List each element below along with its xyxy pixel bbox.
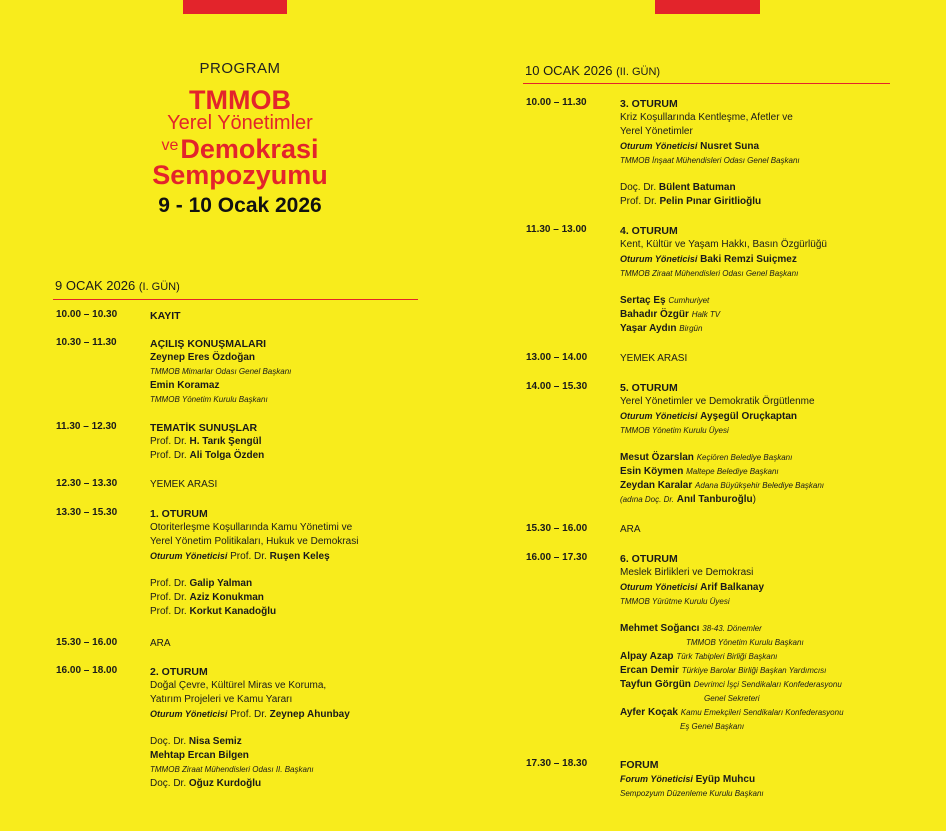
speaker-close: ) [752,494,756,505]
speaker-line [150,435,410,449]
speaker-title: Prof. Dr. [150,436,187,447]
program-label: PROGRAM [199,60,281,77]
session-content [620,97,880,209]
session-title: YEMEK ARASI [620,353,688,364]
speaker-affiliation: 38-43. Dönemler [702,624,762,633]
session-content [620,523,880,537]
session-content [150,507,410,619]
speaker-name: Yaşar Aydın [620,323,677,334]
speaker-name: Oğuz Kurdoğlu [188,778,262,789]
session-title: 6. OTURUM [620,553,678,565]
session-content [150,665,410,791]
speaker-affiliation: Türkiye Barolar Birliği Başkan Yardımcısı [681,666,827,675]
speaker-name: Sertaç Eş [620,295,666,306]
moderator-line [620,772,880,787]
speaker-title: Doç. Dr. [150,778,187,789]
moderator-label: Oturum Yöneticisi [620,141,698,151]
speaker-name: Aziz Konukman [189,592,264,603]
session-title: 3. OTURUM [620,98,678,110]
session-title: FORUM [620,759,659,771]
moderator-title: Prof. Dr. [230,709,267,720]
day1-rule [53,299,418,300]
speaker-line [620,664,900,678]
day2-date: 10 OCAK 2026 [525,63,613,78]
moderator-name: Nusret Suna [700,141,760,152]
session-time: 11.30 – 13.00 [526,224,587,235]
speaker-title: Doç. Dr. [150,736,187,747]
speaker-title: Prof. Dr. [150,450,187,461]
session-time: 10.00 – 10.30 [56,309,118,320]
moderator-line [620,139,880,154]
speaker-line [150,605,410,619]
speaker-line [620,451,880,465]
speaker-name: Ali Tolga Özden [189,450,265,461]
speaker-affiliation: Genel Sekreteri [704,694,760,703]
title-line-2: Yerel Yönetimler [167,112,313,134]
speaker-name: Mehtap Ercan Bilgen [150,750,249,761]
speaker-name: Ayfer Koçak [620,707,678,718]
speaker-affiliation: Cumhuriyet [668,296,710,305]
speaker-affiliation: Maltepe Belediye Başkanı [686,467,779,476]
moderator-title: Prof. Dr. [230,551,267,562]
moderator-affiliation: TMMOB İnşaat Mühendisleri Odası Genel Başkanı [620,156,800,165]
speaker-affiliation: TMMOB Yönetim Kurulu Başkanı [686,638,804,647]
speaker-affiliation: Devrimci İşçi Sendikaları Konfederasyonu [693,680,842,689]
speaker-line [620,181,880,195]
title-line-1: TMMOB [189,85,291,115]
top-red-tab-right [655,0,760,14]
session-time: 15.30 – 16.00 [56,637,118,648]
session-content [620,224,880,336]
moderator-affiliation: TMMOB Ziraat Mühendisleri Odası Genel Başkanı [620,269,799,278]
speaker-affiliation: Birgün [679,324,703,333]
speaker-name: Ercan Demir [620,665,679,676]
day1-sub: (I. GÜN) [138,281,180,293]
speaker-name: Bahadır Özgür [620,309,689,320]
day1-date: 9 OCAK 2026 [55,278,136,293]
speaker-line [620,706,900,720]
symposium-dates: 9 - 10 Ocak 2026 [158,194,322,217]
session-topic: Yerel Yönetimler ve Demokratik Örgütlenme [620,396,815,407]
session-title: TEMATİK SUNUŞLAR [150,422,258,434]
speaker-line [620,493,880,507]
symposium-header [140,60,340,218]
speaker-line [150,735,410,749]
session-topic: Yatırım Projeleri ve Kamu Yararı [150,694,293,705]
speaker-line [620,622,900,636]
session-title: YEMEK ARASI [150,479,218,490]
moderator-line [620,252,880,267]
session-topic: Yerel Yönetim Politikaları, Hukuk ve Demokrasi [150,536,359,547]
moderator-name: Eyüp Muhcu [695,774,756,785]
session-time: 16.00 – 17.30 [526,552,588,563]
session-time: 10.00 – 11.30 [526,97,587,108]
day1-heading [55,278,180,293]
session-topic: Yerel Yönetimler [620,126,693,137]
session-topic: Kriz Koşullarında Kentleşme, Afetler ve [620,112,793,123]
moderator-label: Oturum Yöneticisi [620,254,698,264]
speaker-name: Zeydan Karalar [620,480,693,491]
speaker-name: Alpay Azap [620,651,674,662]
speaker-affiliation: Adana Büyükşehir Belediye Başkanı [695,481,825,490]
speaker-name: Mehmet Soğancı [620,623,700,634]
moderator-affiliation: Sempozyum Düzenleme Kurulu Başkanı [620,789,764,798]
session-title: 1. OTURUM [150,508,208,520]
title-ve: ve [161,137,179,154]
session-time: 10.30 – 11.30 [56,337,117,348]
speaker-affiliation: TMMOB Ziraat Mühendisleri Odası II. Başkanı [150,765,314,774]
session-title: 2. OTURUM [150,666,208,678]
speaker-title: (adına Doç. Dr. [620,495,674,504]
speaker-line [620,650,900,664]
moderator-line [620,580,900,595]
speaker-affiliation: TMMOB Yönetim Kurulu Başkanı [150,395,268,404]
speaker-name: Zeynep Eres Özdoğan [150,352,256,363]
speaker-name: Korkut Kanadoğlu [189,606,277,617]
moderator-name: Ayşegül Oruçkaptan [700,411,798,422]
speaker-name: Mesut Özarslan [620,452,694,463]
speaker-title: Prof. Dr. [620,196,657,207]
moderator-affiliation: TMMOB Yönetim Kurulu Üyesi [620,426,729,435]
top-red-tab-left [183,0,287,14]
speaker-name: Esin Köymen [620,466,684,477]
speaker-name: Pelin Pınar Giritlioğlu [659,196,762,207]
speaker-line [150,777,410,791]
speaker-line [620,308,880,322]
speaker-line [620,465,880,479]
session-title: AÇILIŞ KONUŞMALARI [150,338,267,350]
speaker-title: Prof. Dr. [150,606,187,617]
session-content [150,421,410,463]
session-time: 11.30 – 12.30 [56,421,117,432]
session-title: KAYIT [150,310,181,322]
moderator-affiliation: TMMOB Yürütme Kurulu Üyesi [620,597,730,606]
speaker-line [150,591,410,605]
moderator-name: Zeynep Ahunbay [269,709,350,720]
day2-rule [523,83,890,84]
moderator-name: Ruşen Keleş [269,551,330,562]
session-content [150,637,410,651]
moderator-line [150,549,410,564]
session-title: 5. OTURUM [620,382,678,394]
session-title: 4. OTURUM [620,225,678,237]
session-topic: Meslek Birlikleri ve Demokrasi [620,567,754,578]
session-time: 14.00 – 15.30 [526,381,588,392]
speaker-title: Prof. Dr. [150,592,187,603]
session-content [620,758,880,801]
moderator-name: Baki Remzi Suiçmez [700,254,797,265]
session-topic: Doğal Çevre, Kültürel Miras ve Koruma, [150,680,327,691]
speaker-name: Nisa Semiz [188,736,242,747]
session-content [150,478,410,492]
session-time: 15.30 – 16.00 [526,523,588,534]
session-content [150,337,410,407]
speaker-affiliation: Halk TV [691,310,721,319]
speaker-affiliation: TMMOB Mimarlar Odası Genel Başkanı [150,367,292,376]
day2-heading [525,63,660,78]
speaker-line [620,678,900,692]
speaker-line [620,479,880,493]
moderator-label: Oturum Yöneticisi [150,551,228,561]
speaker-name: Emin Koramaz [150,380,220,391]
session-time: 16.00 – 18.00 [56,665,118,676]
session-content [620,381,880,507]
session-topic: Otoriterleşme Koşullarında Kamu Yönetimi ve [150,522,353,533]
session-time: 13.00 – 14.00 [526,352,588,363]
title-demokrasi: Demokrasi [180,134,319,164]
speaker-title: Prof. Dr. [150,578,187,589]
speaker-line [150,449,410,463]
speaker-name: H. Tarık Şengül [189,436,262,447]
moderator-name: Arif Balkanay [700,582,765,593]
moderator-label: Oturum Yöneticisi [620,582,698,592]
speaker-affiliation: Eş Genel Başkanı [680,722,745,731]
day2-sub: (II. GÜN) [616,66,661,78]
session-content [620,552,900,734]
speaker-affiliation: Kamu Emekçileri Sendikaları Konfederasyonu [680,708,844,717]
session-title: ARA [620,524,641,535]
speaker-line [620,294,880,308]
speaker-line [620,195,880,209]
session-topic: Kent, Kültür ve Yaşam Hakkı, Basın Özgürlüğü [620,239,827,250]
speaker-name: Tayfun Görgün [620,679,691,690]
title-line-3 [140,133,340,162]
title-line-4: Sempozyumu [152,160,328,190]
moderator-line [150,707,410,722]
moderator-label: Oturum Yöneticisi [620,411,698,421]
session-title: ARA [150,638,171,649]
session-time: 13.30 – 15.30 [56,507,118,518]
session-content [620,352,880,366]
speaker-name: Anıl Tanburoğlu [676,494,753,505]
session-content [150,309,410,323]
speaker-line [620,322,880,336]
speaker-name: Galip Yalman [189,578,253,589]
moderator-label: Oturum Yöneticisi [150,709,228,719]
speaker-line [150,577,410,591]
session-time: 12.30 – 13.30 [56,478,118,489]
speaker-title: Doç. Dr. [620,182,657,193]
session-time: 17.30 – 18.30 [526,758,588,769]
moderator-label: Forum Yöneticisi [620,774,693,784]
speaker-affiliation: Keçiören Belediye Başkanı [696,453,793,462]
speaker-name: Bülent Batuman [658,182,736,193]
moderator-line [620,409,880,424]
speaker-affiliation: Türk Tabipleri Birliği Başkanı [676,652,778,661]
